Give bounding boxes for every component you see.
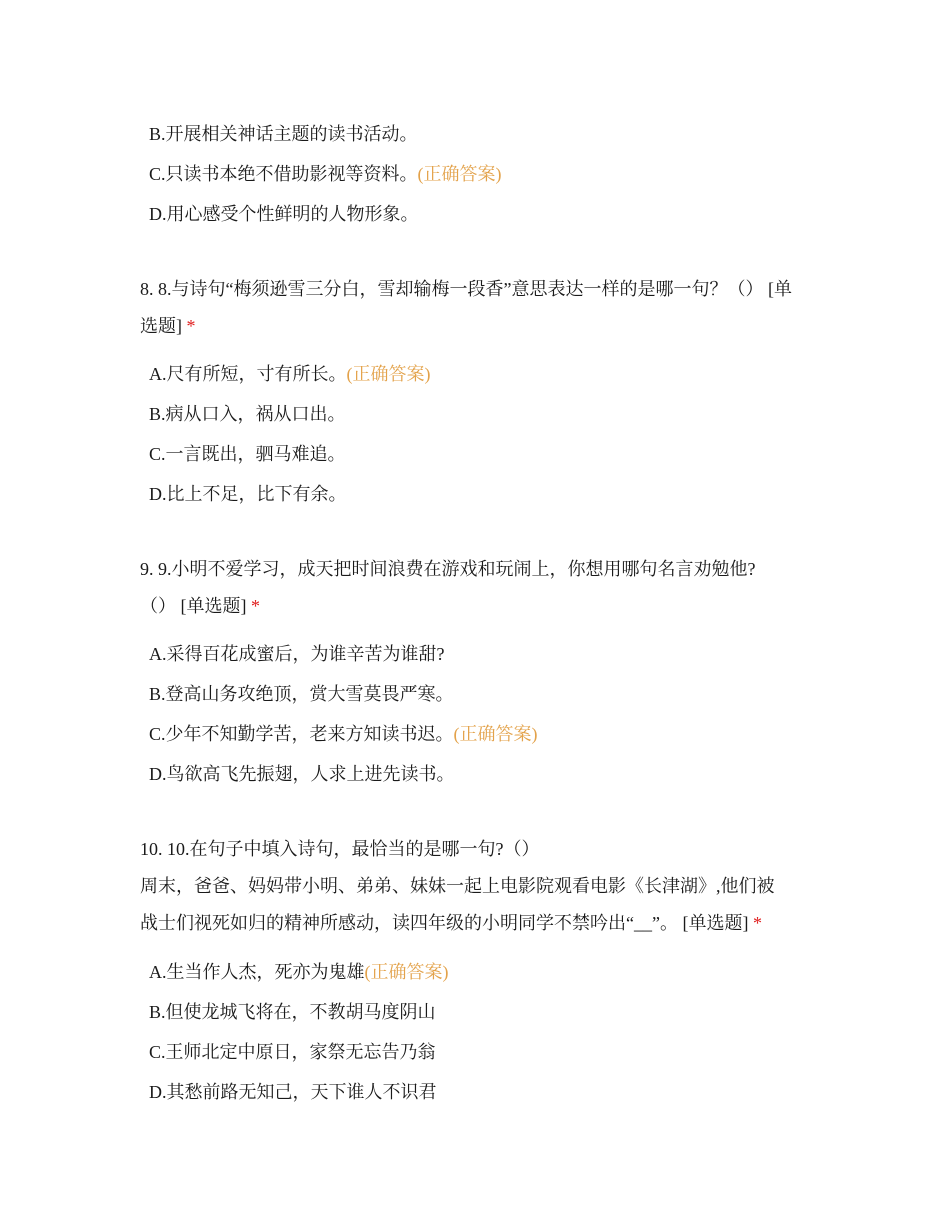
q10-option-b xyxy=(149,1000,436,1024)
q7-option-d-text: D.用心感受个性鲜明的人物形象。 xyxy=(149,204,419,224)
q8-option-c xyxy=(149,442,346,466)
q8-option-a xyxy=(149,362,431,386)
q9-option-b xyxy=(149,682,454,706)
q9-option-a xyxy=(149,642,445,666)
q8-option-d-text: D.比上不足，比下有余。 xyxy=(149,484,347,504)
q10-option-d xyxy=(149,1080,437,1104)
q8-option-b xyxy=(149,402,346,426)
q7-option-b-text: B.开展相关神话主题的读书活动。 xyxy=(149,124,418,144)
q8-title-line2-wrap xyxy=(140,308,820,345)
correct-answer-mark: (正确答案) xyxy=(417,164,502,184)
q10-option-b-text: B.但使龙城飞将在，不教胡马度阴山 xyxy=(149,1002,436,1022)
q9-title-line2: （） [单选题] xyxy=(140,596,247,616)
q8-option-b-text: B.病从口入，祸从口出。 xyxy=(149,404,346,424)
q9-title xyxy=(140,551,820,625)
q10-option-a-text: A.生当作人杰，死亦为鬼雄 xyxy=(149,962,365,982)
required-mark: * xyxy=(752,913,762,933)
q9-option-c xyxy=(149,722,538,746)
q10-option-d-text: D.其愁前路无知己，天下谁人不识君 xyxy=(149,1082,437,1102)
q8-option-d xyxy=(149,482,347,506)
q7-option-c-text: C.只读书本绝不借助影视等资料。 xyxy=(149,164,418,184)
q10-title-line1: 10. 10.在句子中填入诗句，最恰当的是哪一句?（） xyxy=(140,839,540,859)
q9-title-line2-wrap xyxy=(140,588,820,625)
q10-title-line2: 周末，爸爸、妈妈带小明、弟弟、妹妹一起上电影院观看电影《长津湖》,他们被 xyxy=(140,876,775,896)
q9-option-c-text: C.少年不知勤学苦，老来方知读书迟。 xyxy=(149,724,454,744)
q8-title-line2: 选题] xyxy=(140,316,182,336)
q10-title-line3-wrap xyxy=(140,905,820,942)
q9-option-a-text: A.采得百花成蜜后，为谁辛苦为谁甜? xyxy=(149,644,445,664)
q9-title-line1: 9. 9.小明不爱学习，成天把时间浪费在游戏和玩闹上，你想用哪句名言劝勉他? xyxy=(140,559,756,579)
q8-title xyxy=(140,271,820,345)
q7-option-c xyxy=(149,162,502,186)
required-mark: * xyxy=(251,596,260,616)
q10-option-a xyxy=(149,960,449,984)
q10-option-c-text: C.王师北定中原日，家祭无忘告乃翁 xyxy=(149,1042,436,1062)
q10-option-c xyxy=(149,1040,436,1064)
q8-option-c-text: C.一言既出，驷马难追。 xyxy=(149,444,346,464)
q9-option-b-text: B.登高山务攻绝顶，赏大雪莫畏严寒。 xyxy=(149,684,454,704)
q9-option-d xyxy=(149,762,455,786)
correct-answer-mark: (正确答案) xyxy=(364,962,449,982)
q8-option-a-text: A.尺有所短，寸有所长。 xyxy=(149,364,347,384)
correct-answer-mark: (正确答案) xyxy=(346,364,431,384)
required-mark: * xyxy=(186,316,196,336)
q9-option-d-text: D.鸟欲高飞先振翅，人求上进先读书。 xyxy=(149,764,455,784)
correct-answer-mark: (正确答案) xyxy=(453,724,538,744)
q7-option-b xyxy=(149,122,418,146)
q7-option-d xyxy=(149,202,419,226)
q8-title-line1: 8. 8.与诗句“梅须逊雪三分白，雪却输梅一段香”意思表达一样的是哪一句？（） [单 xyxy=(140,279,792,299)
q10-title-line3: 战士们视死如归的精神所感动，读四年级的小明同学不禁吟出“__”。 [单选题] xyxy=(140,913,749,933)
q10-title xyxy=(140,831,820,942)
